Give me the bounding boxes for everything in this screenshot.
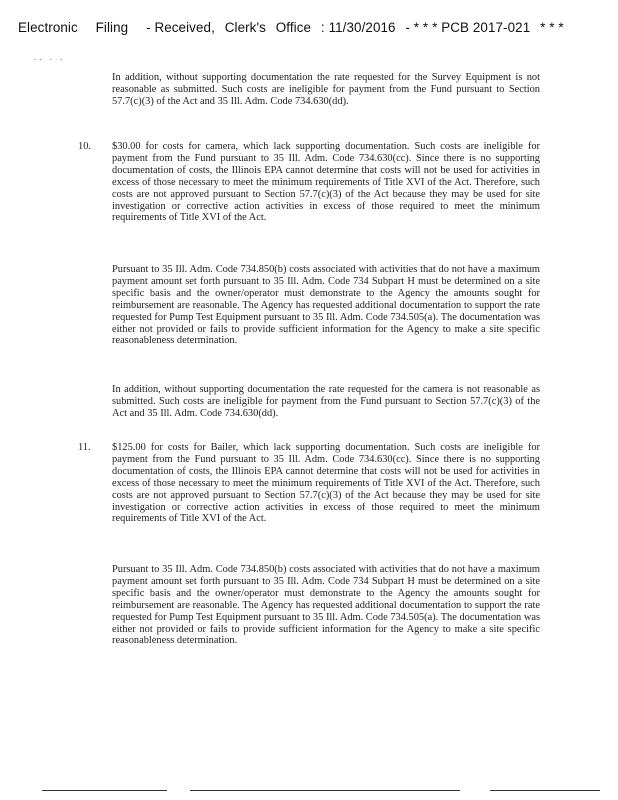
footer-rule-mid — [190, 790, 460, 791]
paragraph-camera-documentation: In addition, without supporting documentation the rate requested for the camera is not reasonable as submitted. Such costs are ineligible for payment from the Fund pursuant to Section 57.7(c)(3) of the Act and 35 Ill. Adm. Code 734.630(dd). — [112, 384, 540, 419]
item-number-10: 10. — [78, 141, 91, 152]
footer-rule-right — [490, 790, 600, 791]
header-electronic: Electronic — [18, 20, 78, 35]
scan-marks: .. . . — [34, 52, 66, 62]
header-filing: Filing — [95, 20, 129, 35]
paragraph-camera-cost: $30.00 for costs for camera, which lack supporting documentation. Such costs are ineligible for payment from the Fund pursuant to 35 Ill. Adm. Code 734.630(cc). Since there is no supporting documentation of costs, the Illinois EPA cannot determine that costs will not be used for activities in excess of those necessary to meet the minimum requirements of Title XVI of the Act. Therefore, such costs are not approved pursuant to Section 57.7(c)(3) of the Act because they may be used for site investigation or corrective action activities in excess of those required to meet the minimum requirements of Title XVI of the Act. — [112, 141, 540, 224]
header-date: : 11/30/2016 — [320, 20, 396, 35]
footer-rule-left — [42, 790, 167, 791]
filing-header — [18, 20, 608, 35]
item-number-11: 11. — [78, 442, 91, 453]
header-stars: * * * — [540, 20, 564, 35]
paragraph-bailer-cost: $125.00 for costs for Bailer, which lack supporting documentation. Such costs are ineligible for payment from the Fund pursuant to 35 Ill. Adm. Code 734.630(cc). Since there is no supporting documentation of costs, the Illinois EPA cannot determine that costs will not be used for activities in excess of those necessary to meet the minimum requirements of Title XVI of the Act. Therefore, such costs are not approved pursuant to Section 57.7(c)(3) of the Act because they may be used for site investigation or corrective action activities in excess of those required to meet the minimum requirements of Title XVI of the Act. — [112, 442, 540, 525]
header-received: - Received, — [146, 20, 215, 35]
paragraph-bailer-rate: Pursuant to 35 Ill. Adm. Code 734.850(b) costs associated with activities that do not have a maximum payment amount set forth pursuant to 35 Ill. Adm. Code 734 Subpart H must be determined on a site specific basis and the owner/operator must demonstrate to the Agency the amounts sought for reimbursement are reasonable. The Agency has requested additional documentation to support the rate requested for Pump Test Equipment pursuant to 35 Ill. Adm. Code 734.505(a). The documentation was either not provided or fails to provide sufficient information for the Agency to make a site specific reasonableness determination. — [112, 564, 540, 647]
header-case: - * * * PCB 2017-021 — [405, 20, 531, 35]
paragraph-camera-rate: Pursuant to 35 Ill. Adm. Code 734.850(b) costs associated with activities that do not have a maximum payment amount set forth pursuant to 35 Ill. Adm. Code 734 Subpart H must be determined on a site specific basis and the owner/operator must demonstrate to the Agency the amounts sought for reimbursement are reasonable. The Agency has requested additional documentation to support the rate requested for Pump Test Equipment pursuant to 35 Ill. Adm. Code 734.505(a). The documentation was either not provided or fails to provide sufficient information for the Agency to make a site specific reasonableness determination. — [112, 264, 540, 347]
header-office: Office — [275, 20, 312, 35]
paragraph-survey-equipment: In addition, without supporting documentation the rate requested for the Survey Equipment is not reasonable as submitted. Such costs are ineligible for payment from the Fund pursuant to Section 57.7(c)(3) of the Act and 35 Ill. Adm. Code 734.630(dd). — [112, 72, 540, 107]
header-clerks: Clerk's — [224, 20, 266, 35]
